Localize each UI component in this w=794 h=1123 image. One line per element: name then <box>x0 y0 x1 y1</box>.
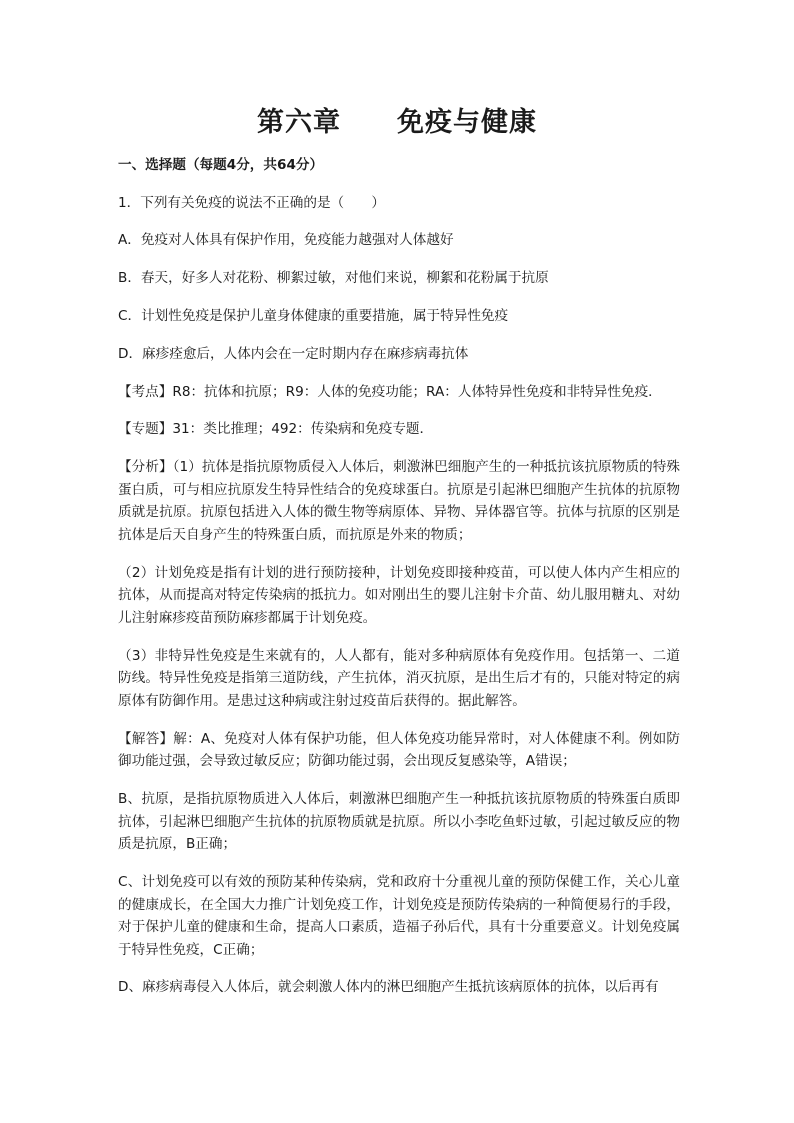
option-c: C．计划性免疫是保护儿童身体健康的重要措施，属于特异性免疫 <box>118 307 509 324</box>
answer-paragraph-b: B、抗原，是指抗原物质进入人体后，刺激淋巴细胞产生一种抵抗该抗原物质的特殊蛋白质即抗体，引起淋巴细胞产生抗体的抗原物质就是抗原。所以小李吃鱼虾过敏，引起过敏反应的物质是抗原，B正确； <box>118 790 680 853</box>
document-body <box>118 154 680 1014</box>
answer-paragraph-a: 【解答】解：A、免疫对人体有保护功能，但人体免疫功能异常时，对人体健康不利。例如防御功能过强，会导致过敏反应；防御功能过弱，会出现反复感染等，A错误； <box>118 730 680 770</box>
answer-paragraph-c: C、计划免疫可以有效的预防某种传染病，党和政府十分重视儿童的预防保健工作，关心儿童的健康成长，在全国大力推广计划免疫工作，计划免疫是预防传染病的一种简便易行的手段，对于保护儿童的健康和生命，提高人口素质，造福子孙后代，具有十分重要意义。计划免疫属于特异性免疫，C正确； <box>118 873 680 958</box>
option-b: B．春天，好多人对花粉、柳絮过敏，对他们来说，柳絮和花粉属于抗原 <box>118 270 549 287</box>
answer-paragraph-d: D、麻疹病毒侵入人体后，就会刺激人体内的淋巴细胞产生抵抗该病原体的抗体，以后再有 <box>118 979 659 996</box>
analysis-paragraph-1: 【分析】（1）抗体是指抗原物质侵入人体后，刺激淋巴细胞产生的一种抵抗该抗原物质的特殊蛋白质，可与相应抗原发生特异性结合的免疫球蛋白。抗原是引起淋巴细胞产生抗体的抗原物质就是抗原。抗原包括进入人体的微生物等病原体、异物、异体器官等。抗体与抗原的区别是抗体是后天自身产生的特殊蛋白质，而抗原是外来的物质； <box>118 459 680 543</box>
option-a: A．免疫对人体具有保护作用，免疫能力越强对人体越好 <box>118 232 454 249</box>
analysis-paragraph-2: （2）计划免疫是指有计划的进行预防接种，计划免疫即接种疫苗，可以使人体内产生相应的抗体，从而提高对特定传染病的抵抗力。如对刚出生的婴儿注射卡介苗、幼儿服用糖丸、对幼儿注射麻疹疫苗预防麻疹都属于计划免疫。 <box>118 564 680 626</box>
option-d: D．麻疹痊愈后，人体内会在一定时期内存在麻疹病毒抗体 <box>118 345 469 362</box>
kaodian-note: 【考点】R8：抗体和抗原；R9：人体的免疫功能；RA：人体特异性免疫和非特异性免疫． <box>118 383 662 400</box>
question-stem: 1．下列有关免疫的说法不正确的是（ ） <box>118 194 385 211</box>
zhuanti-note: 【专题】31：类比推理；492：传染病和免疫专题． <box>118 421 434 438</box>
chapter-title: 第六章 免疫与健康 <box>257 107 537 138</box>
section-heading: 一、选择题（每题4分，共64分） <box>118 157 324 173</box>
analysis-paragraph-3: （3）非特异性免疫是生来就有的，人人都有，能对多种病原体有免疫作用。包括第一、二道防线。特异性免疫是指第三道防线，产生抗体，消灭抗原，是出生后才有的，只能对特定的病原体有防御作用。是患过这种病或注射过疫苗后获得的。据此解答。 <box>118 647 680 709</box>
